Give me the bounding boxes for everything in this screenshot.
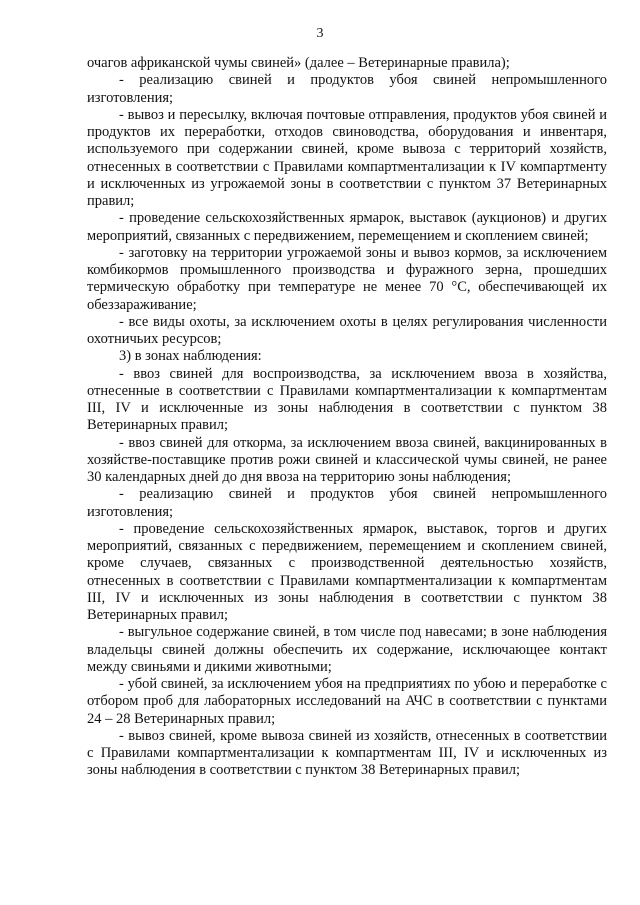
paragraph: - ввоз свиней для воспроизводства, за исключением ввоза в хозяйства, отнесенные в соответствии с Правилами компартментализации к компартментам III, IV и исключенные из зоны наблюдения в соответствии с пунктом 38 Ветеринарных правил; <box>87 365 607 434</box>
paragraph: - вывоз свиней, кроме вывоза свиней из хозяйств, отнесенных в соответствии с Правилами компартментализации к компартментам III, IV и исключенных из зоны наблюдения в соответствии с пунктом 38 Ветеринарных правил; <box>87 727 607 779</box>
paragraph: очагов африканской чумы свиней» (далее – Ветеринарные правила); <box>87 55 510 71</box>
paragraph: - вывоз и пересылку, включая почтовые отправления, продуктов убоя свиней и продуктов их переработки, отходов свиноводства, оборудования и инвентаря, используемого при содержании свиней, кроме вывоза с территорий хозяйств, отнесенных в соответствии с Правилами компартментализации к IV компартменту и исключенных из угрожаемой зоны в соответствии с пунктом 37 Ветеринарных правил; <box>87 106 607 209</box>
paragraph: - реализацию свиней и продуктов убоя свиней непромышленного изготовления; <box>87 72 607 106</box>
document-body <box>87 55 607 780</box>
paragraph: - заготовку на территории угрожаемой зоны и вывоз кормов, за исключением комбикормов промышленного производства и фуражного зерна, прошедших термическую обработку при температуре не менее 70 °С, обеспечивающей их обеззараживание; <box>87 244 607 313</box>
page-number: 3 <box>316 26 324 41</box>
paragraph: - убой свиней, за исключением убоя на предприятиях по убою и переработке с отбором проб для лабораторных исследований на АЧС в соответствии с пунктами 24 – 28 Ветеринарных правил; <box>87 676 607 727</box>
paragraph: - проведение сельскохозяйственных ярмарок, выставок (аукционов) и других мероприятий, связанных с передвижением, перемещением и скоплением свиней; <box>87 210 607 244</box>
paragraph: - все виды охоты, за исключением охоты в целях регулирования численности охотничьих ресурсов; <box>87 313 607 347</box>
paragraph: - проведение сельскохозяйственных ярмарок, выставок, торгов и других мероприятий, связанных с передвижением, перемещением и скоплением свиней, кроме случаев, связанных с производственной деятельностью хозяйств, отнесенных в соответствии с Правилами компартментализации к компартментам III, IV и исключенных из зоны наблюдения в соответствии с пунктом 38 Ветеринарных правил; <box>87 520 607 623</box>
paragraph: - реализацию свиней и продуктов убоя свиней непромышленного изготовления; <box>87 486 607 520</box>
section-heading: 3) в зонах наблюдения: <box>119 348 262 365</box>
paragraph: - ввоз свиней для откорма, за исключением ввоза свиней, вакцинированных в хозяйстве-поставщике против рожи свиней и классической чумы свиней, не ранее 30 календарных дней до дня ввоза на территорию зоны наблюдения; <box>87 434 607 485</box>
paragraph: - выгульное содержание свиней, в том числе под навесами; в зоне наблюдения владельцы свиней должны обеспечить их содержание, исключающее контакт между свиньями и дикими животными; <box>87 624 607 675</box>
